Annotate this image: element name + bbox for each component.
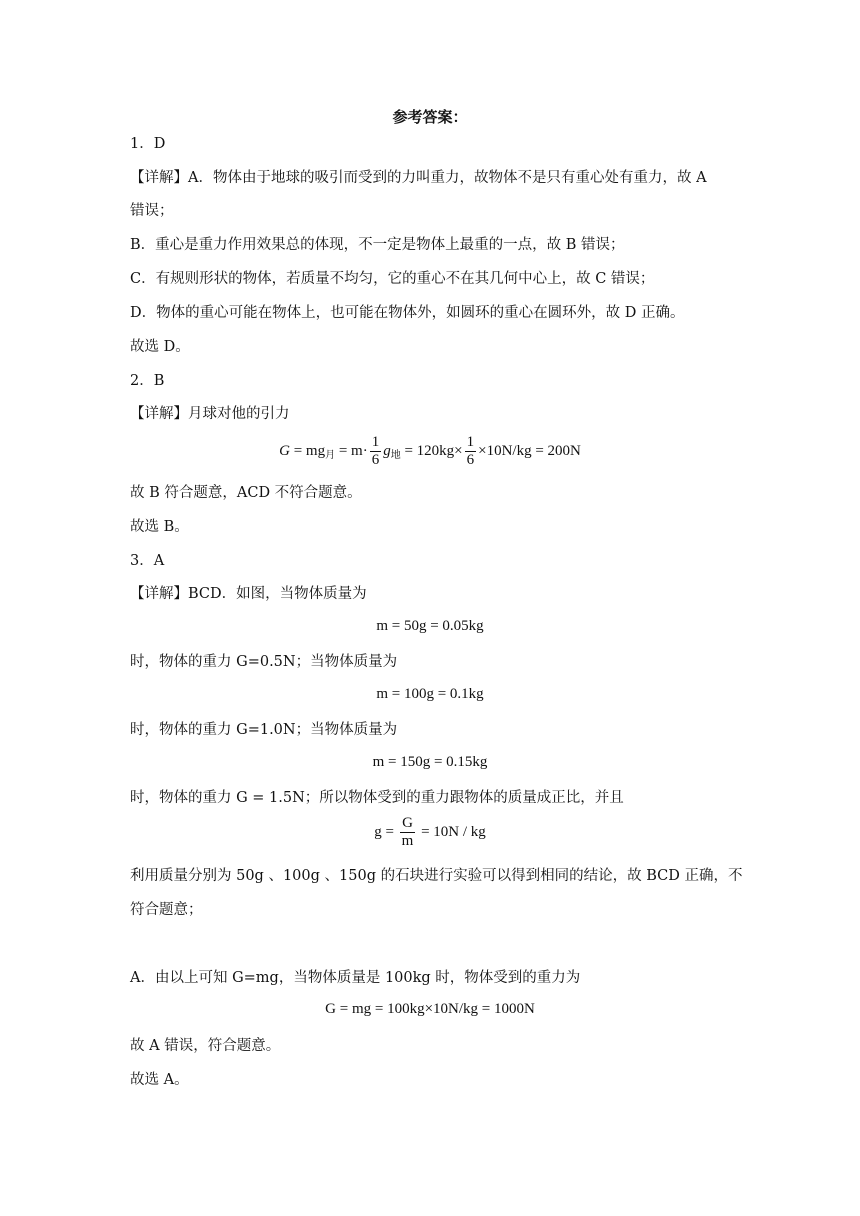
q3-line-7: A．由以上可知 G=mg，当物体质量是 100kg 时，物体受到的重力为 bbox=[130, 970, 581, 986]
q2-line-2: 故 B 符合题意，ACD 不符合题意。 bbox=[130, 485, 362, 501]
fraction: $\frac{G}{m}$ bbox=[401, 815, 414, 849]
q3-line-9: 故选 A。 bbox=[130, 1072, 189, 1088]
q1-line-1: 【详解】A．物体由于地球的吸引而受到的力叫重力，故物体不是只有重心处有重力，故 A bbox=[130, 170, 707, 186]
q3-line-5: 利用质量分别为 50g 、100g 、150g 的石块进行实验可以得到相同的结论，故 BCD 正确，不 bbox=[130, 868, 743, 884]
q3-line-6: 符合题意； bbox=[130, 902, 203, 918]
q2-formula: $G = mg_月 = m\cdot$ $\frac{1}{6}$ $g_地 = 120kg\times$ $\frac{1}{6}$ ×10N/kg = 200N bbox=[279, 434, 581, 468]
answer-title: 参考答案： bbox=[392, 108, 468, 126]
q1-line-2: 错误； bbox=[130, 203, 174, 219]
q1-heading: 1．D bbox=[130, 136, 166, 152]
q3-formula-1: m = 50g = 0.05kg bbox=[376, 618, 484, 634]
q3-heading: 3．A bbox=[130, 553, 165, 569]
q2-line-1: 【详解】月球对他的引力 bbox=[130, 406, 290, 422]
q3-line-2: 时，物体的重力 G=0.5N；当物体质量为 bbox=[130, 654, 398, 670]
q3-formula-4: g = $\frac{G}{m}$ = 10N / kg bbox=[374, 815, 486, 849]
q1-line-4: C．有规则形状的物体，若质量不均匀，它的重心不在其几何中心上，故 C 错误； bbox=[130, 271, 655, 287]
q3-formula-3: m = 150g = 0.15kg bbox=[372, 754, 488, 770]
q3-formula-2: m = 100g = 0.1kg bbox=[376, 686, 484, 702]
q3-line-4: 时，物体的重力 G = 1.5N；所以物体受到的重力跟物体的质量成正比，并且 bbox=[130, 790, 624, 806]
q2-line-3: 故选 B。 bbox=[130, 519, 189, 535]
q3-line-8: 故 A 错误，符合题意。 bbox=[130, 1038, 281, 1054]
q3-formula-5: G = mg = 100kg×10N/kg = 1000N bbox=[325, 1001, 535, 1017]
q3-line-3: 时，物体的重力 G=1.0N；当物体质量为 bbox=[130, 722, 398, 738]
fraction: $\frac{1}{6}$ bbox=[371, 434, 380, 468]
fraction: $\frac{1}{6}$ bbox=[466, 434, 475, 468]
q1-line-6: 故选 D。 bbox=[130, 339, 190, 355]
q1-line-5: D．物体的重心可能在物体上，也可能在物体外，如圆环的重心在圆环外，故 D 正确。 bbox=[130, 305, 685, 321]
q3-line-1: 【详解】BCD．如图，当物体质量为 bbox=[130, 586, 367, 602]
q2-heading: 2．B bbox=[130, 373, 165, 389]
q1-line-3: B．重心是重力作用效果总的体现，不一定是物体上最重的一点，故 B 错误； bbox=[130, 237, 625, 253]
